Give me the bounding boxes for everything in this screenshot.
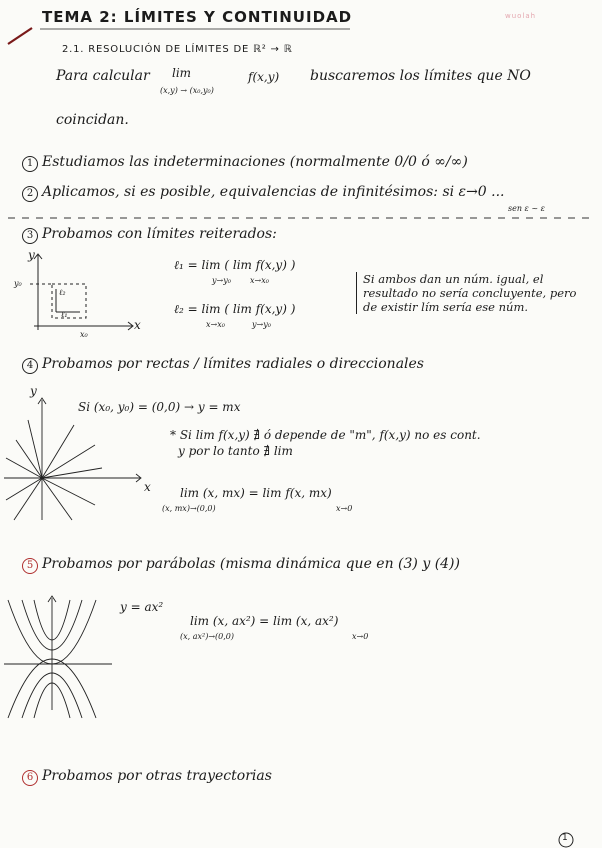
graph4-y-label: y bbox=[30, 384, 37, 398]
step-6-number: 6 bbox=[22, 770, 38, 786]
iterated-limit-1-outer: y→y₀ bbox=[212, 276, 231, 285]
graph3-l-path-a: ℓ₂ bbox=[59, 288, 66, 297]
radial-lines-graph bbox=[4, 398, 141, 520]
graph3-x0-label: x₀ bbox=[80, 330, 88, 339]
step-3-text: Probamos con límites reiterados: bbox=[42, 226, 277, 242]
graph3-y-label: y bbox=[28, 248, 35, 262]
step-5 bbox=[22, 556, 460, 574]
iterated-limits-graph bbox=[30, 254, 133, 330]
radial-note-a: * Si lim f(x,y) ∄ ó depende de "m", f(x,y) no es cont. bbox=[170, 428, 481, 442]
step-2-text: Aplicamos, si es posible, equivalencias de infinitésimos: si ε→0 ... bbox=[42, 184, 505, 200]
intro-lim-sub: (x,y) → (x₀,y₀) bbox=[160, 86, 214, 95]
step-2-equivalence: sen ε ~ ε bbox=[508, 204, 545, 213]
radial-note-b: y por lo tanto ∄ lim bbox=[178, 444, 293, 458]
radial-limit: lim (x, mx) = lim f(x, mx) bbox=[180, 486, 332, 500]
graph4-x-label: x bbox=[144, 480, 151, 494]
step-3 bbox=[22, 226, 277, 244]
step-2 bbox=[22, 184, 505, 202]
graph3-y0-label: y₀ bbox=[14, 279, 22, 288]
iterated-limit-2: ℓ₂ = lim ( lim f(x,y) ) bbox=[174, 302, 296, 316]
iterated-limits-note: Si ambos dan un núm. igual, el resultado no sería concluyente, pero de existir lím sería ese núm. bbox=[356, 272, 585, 314]
step-4 bbox=[22, 356, 424, 374]
intro-text-b: buscaremos los límites que NO bbox=[310, 68, 531, 84]
step-4-text: Probamos por rectas / límites radiales o direccionales bbox=[42, 356, 424, 372]
step-6 bbox=[22, 768, 272, 786]
step-1-text: Estudiamos las indeterminaciones (normalmente 0/0 ó ∞/∞) bbox=[42, 154, 468, 170]
radial-condition: Si (x₀, y₀) = (0,0) → y = mx bbox=[78, 400, 241, 414]
parabola-equation: y = ax² bbox=[120, 600, 164, 614]
intro-text-c: coincidan. bbox=[56, 112, 129, 128]
parabolas-graph bbox=[4, 596, 112, 718]
intro-function: f(x,y) bbox=[248, 70, 280, 84]
parabola-limit-sub-left: (x, ax²)→(0,0) bbox=[180, 632, 234, 641]
iterated-limit-2-outer: x→x₀ bbox=[206, 320, 225, 329]
parabola-limit: lim (x, ax²) = lim (x, ax²) bbox=[190, 614, 339, 628]
intro-text-a: Para calcular bbox=[56, 68, 150, 84]
step-6-text: Probamos por otras trayectorias bbox=[42, 768, 272, 784]
iterated-limit-1: ℓ₁ = lim ( lim f(x,y) ) bbox=[174, 258, 296, 272]
intro-lim: lim bbox=[172, 66, 192, 80]
step-5-text: Probamos por parábolas (misma dinámica que en (3) y (4)) bbox=[42, 556, 460, 572]
graph3-x-label: x bbox=[134, 318, 141, 332]
iterated-limit-2-inner: y→y₀ bbox=[252, 320, 271, 329]
parabola-limit-sub-right: x→0 bbox=[352, 632, 369, 641]
graph3-l-path-b: ℓ₁ bbox=[61, 310, 68, 319]
iterated-limit-1-inner: x→x₀ bbox=[250, 276, 269, 285]
step-4-number: 4 bbox=[22, 358, 38, 374]
title-marker-icon bbox=[8, 28, 32, 44]
watermark: wuolah bbox=[505, 12, 537, 20]
step-5-number: 5 bbox=[22, 558, 38, 574]
radial-limit-sub-left: (x, mx)→(0,0) bbox=[162, 504, 216, 513]
section-heading: 2.1. RESOLUCIÓN DE LÍMITES DE ℝ² → ℝ bbox=[62, 44, 293, 55]
step-2-number: 2 bbox=[22, 186, 38, 202]
radial-limit-sub-right: x→0 bbox=[336, 504, 353, 513]
page-number: 1 bbox=[562, 833, 568, 843]
step-3-number: 3 bbox=[22, 228, 38, 244]
step-1-number: 1 bbox=[22, 156, 38, 172]
page-title: TEMA 2: LÍMITES Y CONTINUIDAD bbox=[42, 8, 353, 26]
step-1 bbox=[22, 154, 468, 172]
